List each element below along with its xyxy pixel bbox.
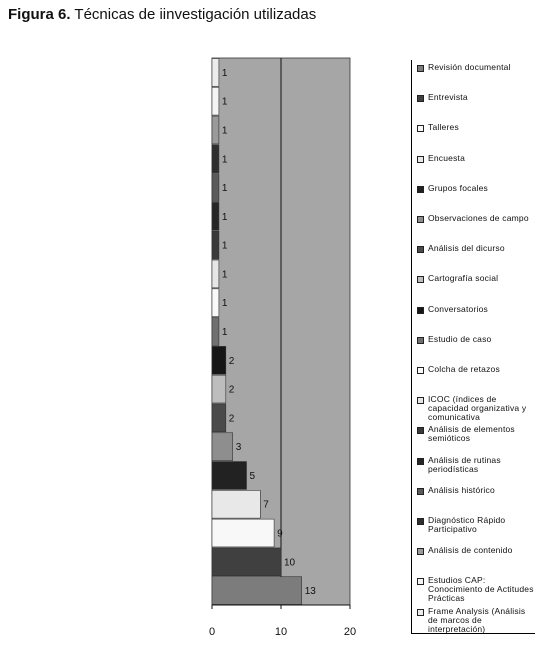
legend-swatch	[417, 518, 424, 525]
legend-label: Diagnóstico Rápido Participativo	[428, 515, 506, 534]
data-label-17: 9	[277, 528, 283, 540]
legend-label: Análisis de rutinas periodísticas	[428, 454, 501, 474]
bar-1	[212, 59, 219, 87]
x-tick-label-10: 10	[274, 626, 288, 638]
data-label-5: 1	[221, 183, 228, 195]
legend-label: Grupos focales	[428, 182, 488, 193]
data-label-6: 1	[221, 211, 228, 223]
legend-label: Cartografía social	[428, 273, 499, 284]
bar-19	[212, 577, 302, 605]
data-label-1: 1	[221, 67, 228, 79]
legend-label: Frame Analysis (Análisis de marcos de interpretación)	[428, 605, 526, 634]
legend-label: Análisis de contenido	[428, 545, 513, 556]
data-label-2: 1	[221, 96, 228, 108]
legend-swatch	[417, 216, 424, 223]
bar-2	[212, 87, 219, 115]
bar-3	[212, 116, 219, 144]
bar-14	[212, 433, 233, 461]
legend-swatch	[417, 156, 424, 163]
bar-17	[212, 519, 274, 547]
legend-swatch	[417, 397, 424, 404]
data-label-16: 7	[263, 499, 269, 511]
bar-6	[212, 202, 219, 230]
legend-label: Encuesta	[428, 152, 466, 163]
legend-label: Entrevista	[428, 92, 468, 103]
data-label-4: 1	[221, 154, 228, 166]
bar-18	[212, 548, 281, 576]
figure-title-text: Técnicas de iinvestigación utilizadas	[74, 6, 317, 23]
legend-swatch	[417, 578, 424, 585]
legend-swatch	[417, 488, 424, 495]
figure-label: Figura 6.	[8, 6, 71, 23]
legend-label: Análisis histórico	[428, 484, 495, 495]
data-label-13: 2	[228, 413, 235, 425]
legend-swatch	[417, 65, 424, 72]
bar-10	[212, 318, 219, 346]
bar-5	[212, 174, 219, 202]
legend-swatch	[417, 95, 424, 102]
legend-label: Estudio de caso	[428, 333, 492, 344]
legend-label: ICOC (índices de capacidad organizativa y comunicativa	[428, 394, 527, 423]
data-label-3: 1	[221, 125, 228, 137]
legend-label: Observaciones de campo	[428, 213, 529, 223]
legend-label: Revisión documental	[428, 62, 511, 72]
bar-8	[212, 260, 219, 288]
data-label-19: 13	[304, 586, 316, 598]
legend-swatch	[417, 337, 424, 344]
data-label-8: 1	[221, 269, 228, 281]
legend-label: Colcha de retazos	[428, 364, 500, 374]
bar-11	[212, 346, 226, 374]
bar-13	[212, 404, 226, 432]
data-label-9: 1	[221, 298, 228, 310]
legend-swatch	[417, 548, 424, 555]
legend-label: Análisis de elementos semióticos	[428, 424, 515, 444]
legend-swatch	[417, 276, 424, 283]
data-label-7: 1	[221, 240, 228, 252]
legend-swatch	[417, 458, 424, 465]
chart-legend	[411, 60, 535, 634]
bar-12	[212, 375, 226, 403]
legend-label: Estudios CAP: Conocimiento de Actitudes Prácticas	[428, 575, 534, 604]
bar-16	[212, 490, 260, 518]
bar-15	[212, 462, 247, 490]
legend-label: Talleres	[428, 122, 459, 133]
x-tick-label-0: 0	[208, 626, 216, 638]
legend-swatch	[417, 307, 424, 314]
data-label-14: 3	[235, 442, 242, 454]
bar-4	[212, 145, 219, 173]
legend-swatch	[417, 186, 424, 193]
legend-swatch	[417, 125, 424, 132]
legend-swatch	[417, 427, 424, 434]
data-label-10: 1	[221, 327, 228, 338]
data-label-11: 2	[228, 355, 235, 367]
legend-swatch	[417, 609, 424, 616]
data-label-15: 5	[249, 470, 256, 482]
bar-7	[212, 231, 219, 259]
x-tick-label-20: 20	[343, 626, 357, 638]
legend-label: Análisis del dicurso	[428, 243, 505, 254]
data-label-12: 2	[228, 384, 235, 396]
data-label-18: 10	[284, 557, 296, 569]
legend-swatch	[417, 246, 424, 253]
legend-label: Conversatorios	[428, 303, 488, 314]
bar-9	[212, 289, 219, 317]
legend-swatch	[417, 367, 424, 374]
